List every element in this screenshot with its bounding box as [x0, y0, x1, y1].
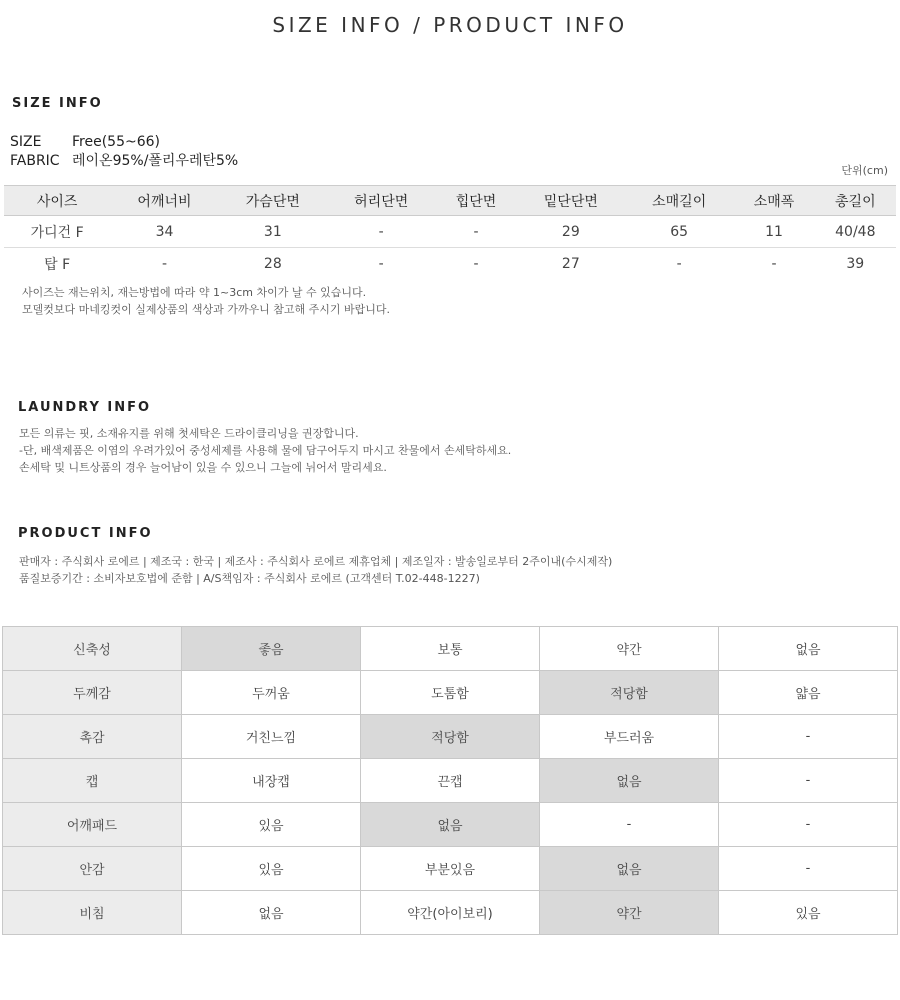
size-table-header-cell: 밑단단면 [517, 186, 625, 216]
table-cell: - [473, 255, 479, 272]
table-cell: - [378, 255, 384, 272]
page-title: SIZE INFO / PRODUCT INFO [272, 13, 628, 37]
table-cell: 39 [846, 255, 865, 272]
table-cell: 11 [733, 216, 814, 248]
table-cell: - [161, 255, 167, 272]
attribute-label: 어깨패드 [3, 803, 182, 847]
attribute-option: 없음 [719, 627, 898, 671]
attribute-option: 있음 [719, 891, 898, 935]
attribute-option: 있음 [182, 803, 361, 847]
attribute-option: 있음 [182, 847, 361, 891]
laundry-notes [19, 425, 511, 476]
attribute-option: 적당함 [540, 671, 719, 715]
attribute-option: 보통 [361, 627, 540, 671]
size-table-header-cell: 총길이 [815, 186, 896, 216]
attribute-option: 부분있음 [361, 847, 540, 891]
note-line: -단, 배색제품은 이염의 우려가있어 중성세제를 사용해 물에 담구어두지 마시고 찬물에서 손세탁하세요. [19, 444, 512, 457]
table-cell: - [771, 255, 777, 272]
size-table [4, 185, 896, 280]
table-row [4, 248, 896, 280]
attribute-option: 부드러움 [540, 715, 719, 759]
attribute-row [3, 847, 898, 891]
attribute-option: 거친느낌 [182, 715, 361, 759]
size-table-header-cell: 허리단면 [327, 186, 435, 216]
size-info-heading: SIZE INFO [12, 96, 103, 111]
laundry-info-heading: LAUNDRY INFO [18, 400, 152, 415]
attribute-option: - [719, 803, 898, 847]
note-line: 모델컷보다 마네킹컷이 실제상품의 색상과 가까우니 참고해 주시기 바랍니다. [22, 303, 391, 316]
attribute-row [3, 803, 898, 847]
attribute-option: - [540, 803, 719, 847]
attribute-row [3, 759, 898, 803]
attribute-option: 없음 [540, 847, 719, 891]
attribute-label: 신축성 [3, 627, 182, 671]
table-cell: 65 [625, 216, 733, 248]
attribute-option: - [719, 759, 898, 803]
size-table-header-cell: 소매폭 [733, 186, 814, 216]
size-notes [22, 284, 390, 318]
table-cell: 탑 F [44, 256, 71, 273]
attribute-row [3, 671, 898, 715]
size-table-header-row [4, 186, 896, 216]
attribute-option: - [719, 715, 898, 759]
attribute-option: 두꺼움 [182, 671, 361, 715]
table-cell: 34 [110, 216, 218, 248]
size-table-header-cell: 어깨너비 [110, 186, 218, 216]
unit-label: 단위(cm) [841, 164, 888, 177]
attribute-option: 좋음 [182, 627, 361, 671]
table-cell: - [327, 216, 435, 248]
attribute-option: 얇음 [719, 671, 898, 715]
attribute-row [3, 715, 898, 759]
attribute-option: 약간(아이보리) [361, 891, 540, 935]
size-table-header-cell: 사이즈 [4, 186, 110, 216]
attribute-option: 끈캡 [361, 759, 540, 803]
attribute-option: 내장캡 [182, 759, 361, 803]
attribute-label: 안감 [3, 847, 182, 891]
note-line: 모든 의류는 핏, 소재유지를 위해 첫세탁은 드라이클리닝을 권장합니다. [19, 427, 359, 440]
size-table-header-cell: 소매길이 [625, 186, 733, 216]
product-info-heading: PRODUCT INFO [18, 526, 153, 541]
fabric-spec [10, 150, 238, 170]
attribute-option: 없음 [361, 803, 540, 847]
note-line: 품질보증기간 : 소비자보호법에 준함 | A/S책임자 : 주식회사 로에르 (고객센터 T.02-448-1227) [19, 572, 480, 585]
size-spec-value: Free(55~66) [72, 134, 160, 150]
table-cell: 가디건 F [4, 216, 110, 248]
table-cell: - [435, 216, 516, 248]
table-cell: 29 [517, 216, 625, 248]
attribute-row [3, 891, 898, 935]
size-spec-key: SIZE [10, 134, 42, 150]
product-notes [19, 553, 612, 587]
note-line: 사이즈는 재는위치, 재는방법에 따라 약 1~3cm 차이가 날 수 있습니다. [22, 286, 367, 299]
size-table-header-cell: 가슴단면 [219, 186, 327, 216]
note-line: 손세탁 및 니트상품의 경우 늘어남이 있을 수 있으니 그늘에 뉘어서 말리세요. [19, 461, 387, 474]
size-table-header-cell: 힙단면 [435, 186, 516, 216]
fabric-spec-key: FABRIC [10, 153, 60, 169]
attribute-label: 캡 [3, 759, 182, 803]
attribute-option: 도톰함 [361, 671, 540, 715]
table-row [4, 216, 896, 248]
table-cell: 28 [263, 255, 282, 272]
attribute-option: 약간 [540, 627, 719, 671]
attribute-label: 촉감 [3, 715, 182, 759]
attribute-option: 적당함 [361, 715, 540, 759]
attribute-label: 비침 [3, 891, 182, 935]
table-cell: 40/48 [815, 216, 896, 248]
note-line: 판매자 : 주식회사 로에르 | 제조국 : 한국 | 제조사 : 주식회사 로에르 제휴업체 | 제조일자 : 발송일로부터 2주이내(수시제작) [19, 555, 613, 568]
table-cell: 31 [219, 216, 327, 248]
attribute-table [2, 626, 898, 935]
attribute-label: 두께감 [3, 671, 182, 715]
attribute-option: 없음 [540, 759, 719, 803]
attribute-row [3, 627, 898, 671]
table-cell: - [676, 255, 682, 272]
size-spec [10, 134, 160, 150]
attribute-option: 약간 [540, 891, 719, 935]
table-cell: 27 [561, 255, 580, 272]
attribute-option: 없음 [182, 891, 361, 935]
attribute-option: - [719, 847, 898, 891]
fabric-spec-value: 레이온95%/폴리우레탄5% [72, 153, 239, 169]
